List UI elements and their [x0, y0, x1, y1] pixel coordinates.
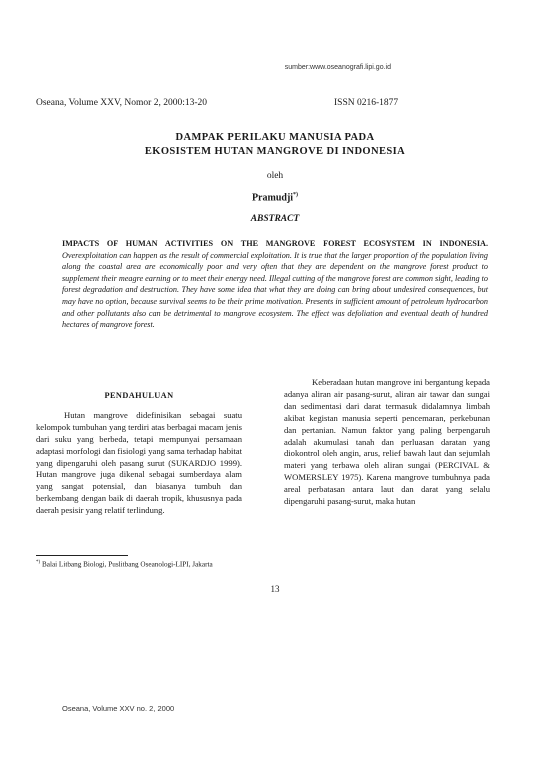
abstract-body: Overexploitation can happen as the result of commercial exploitation. It is true that the larger proportion of the population living along the coastal area are economically poor and very often that they are dependent on the mangrove forest product to supplement their meagre earning or to meet their energy need. Illegal cutting of the mangrove forest are common sight, leading to forest degradation and destruction. They have some idea that what they are doing can bring about undesired consequences, but may have no option, because survival seems to be their prime motivation. Presents in sufficient amount of petroleum hydrocarbon and other pollutants also can be detrimental to mangrove ecosystem. The effect was defoliation and eventual death of hundred hectares of mangrove forest.	[62, 250, 488, 330]
abstract	[62, 238, 488, 331]
footnote-divider	[36, 555, 128, 556]
issn: ISSN 0216-1877	[334, 98, 399, 108]
right-column	[284, 377, 490, 508]
byline-by: oleh	[266, 171, 284, 181]
paragraph-continued: Keberadaan hutan mangrove ini bergantung kepada adanya aliran air pasang-surut, aliran air tawar dan sungai dan sedimentasi dari darat termasuk didalamnya limbah akibat kegistan manusia seperti pencemaran, perkebunan dan pertanian. Namun faktor yang paling berpengaruh adalah akumulasi tanah dan perluasan daratan yang diokontrol oleh angin, arus, relief bawah laut dan sejumlah materi yang terbawa oleh aliran sungai (PERCIVAL & WOMERSLEY 1975). Karena mangrove tumbuhnya pada areal perbatasan antara laut dan darat yang selalu dipengaruhi pasang-surut, maka hutan	[284, 377, 490, 507]
author	[0, 192, 550, 203]
abstract-lead: IMPACTS OF HUMAN ACTIVITIES ON THE MANGROVE FOREST ECOSYSTEM IN INDONESIA.	[62, 239, 488, 248]
paragraph-intro: Hutan mangrove didefinisikan sebagai suatu kelompok tumbuhan yang terdiri atas berbagai macam jenis dari suku yang berbeda, tetapi mempunyai persamaan adaptasi morfologi dan fisiologi yang sama terhadap habitat yang dipengaruhi oleh pasang surut (SUKARDJO 1999). Hutan mangrove juga dikenal sebagai sumberdaya alam yang sangat potensial, dan biasanya tumbuh dan berkembang dengan baik di daerah tropik, khususnya pada daerah pesisir yang relatif terlindung.	[36, 409, 242, 516]
page-footer: Oseana, Volume XXV no. 2, 2000	[62, 704, 175, 713]
journal-citation: Oseana, Volume XXV, Nomor 2, 2000:13-20	[36, 98, 207, 108]
left-column	[36, 390, 242, 517]
article-title-line-2: EKOSISTEM HUTAN MANGROVE DI INDONESIA	[144, 146, 406, 157]
author-name: Pramudji	[251, 192, 294, 204]
footnote-marker: *)	[36, 560, 41, 565]
abstract-heading: ABSTRACT	[250, 214, 300, 224]
article-title-line-1: DAMPAK PERILAKU MANUSIA PADA	[175, 132, 375, 143]
page-number: 13	[270, 584, 280, 594]
source-url: sumber:www.oseanografi.lipi.go.id	[284, 64, 391, 71]
footnote	[36, 560, 213, 568]
author-footnote-marker: *)	[293, 192, 299, 198]
footnote-text: Balai Litbang Biologi, Puslitbang Oseanologi-LIPI, Jakarta	[41, 560, 213, 569]
section-heading: PENDAHULUAN	[104, 391, 174, 400]
